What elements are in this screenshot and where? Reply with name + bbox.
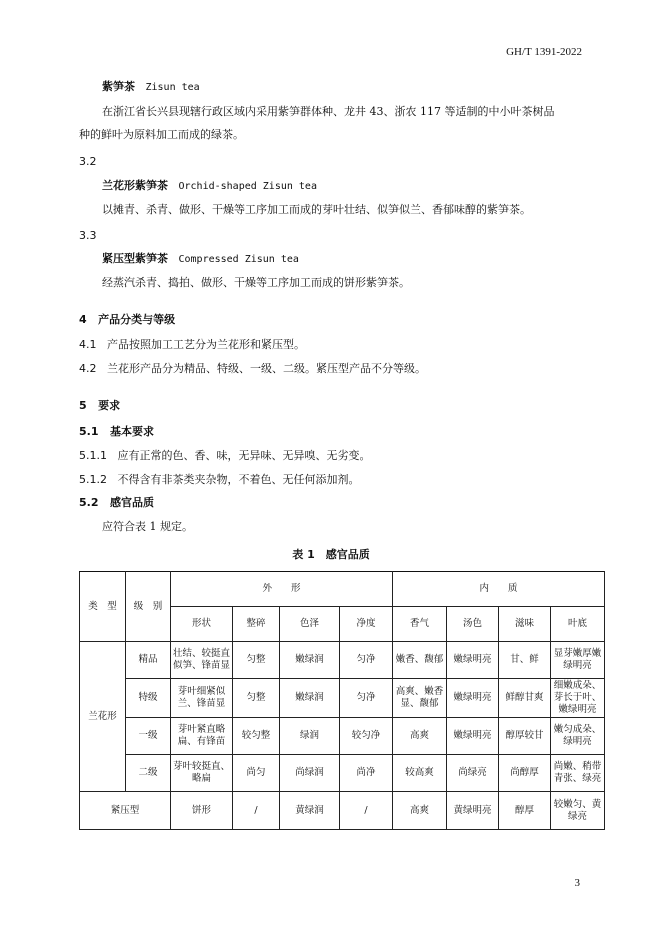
table-cell: 嫩绿润 (280, 679, 340, 718)
table-cell: 匀整 (233, 642, 280, 679)
subheader-taste: 滋味 (499, 607, 551, 642)
table-cell: 醇厚较甘 (499, 718, 551, 755)
table-cell: 尚绿亮 (447, 755, 499, 792)
definition-line: 种的鲜叶为原料加工而成的绿茶。 (79, 128, 244, 141)
table-cell: 尚醇厚 (499, 755, 551, 792)
table-cell: 芽叶细紧似兰、锋苗显 (171, 679, 233, 718)
table-cell: 嫩绿明亮 (447, 718, 499, 755)
table-cell: 饼形 (171, 792, 233, 830)
table-cell: 显芽嫩厚嫩绿明亮 (551, 642, 605, 679)
table-cell: / (233, 792, 280, 830)
section-title: 要求 (98, 399, 121, 412)
subheader-uniformity: 整碎 (233, 607, 280, 642)
section-number: 5.2 (79, 496, 99, 509)
section-heading-5-1 (79, 424, 154, 440)
table-cell: 高爽、嫩香显、馥郁 (393, 679, 447, 718)
section-number: 5.1 (79, 425, 99, 438)
section-title: 产品分类与等级 (98, 313, 176, 326)
subheader-shape: 形状 (171, 607, 233, 642)
table-cell: 匀净 (340, 679, 393, 718)
clause-number: 5.1.2 (79, 473, 107, 486)
table-cell: 较匀净 (340, 718, 393, 755)
term-orchid-shaped (102, 178, 317, 195)
table-cell: 嫩香、馥郁 (393, 642, 447, 679)
header-appearance: 外 形 (171, 572, 393, 607)
subheader-aroma: 香气 (393, 607, 447, 642)
group-compressed: 紧压型 (80, 792, 171, 830)
table-cell: 较嫩匀、黄绿亮 (551, 792, 605, 830)
term-zh: 紫笋茶 (102, 80, 135, 93)
table-row (80, 755, 605, 792)
standard-code: GH/T 1391-2022 (506, 46, 582, 58)
table-cell: 匀整 (233, 679, 280, 718)
subheader-liquor-color: 汤色 (447, 607, 499, 642)
subheader-clarity: 净度 (340, 607, 393, 642)
clause-4-2 (79, 361, 426, 377)
definition-line: 在浙江省长兴县现辖行政区域内采用紫笋群体种、龙井 43、浙农 117 等适制的中小叶茶树品 (102, 105, 555, 118)
clause-number: 4.1 (79, 338, 97, 351)
clause-text: 应有正常的色、香、味，无异味、无异嗅、无劣变。 (117, 449, 371, 462)
table-header-row (80, 572, 605, 607)
subheader-infused-leaf: 叶底 (551, 607, 605, 642)
table-cell: 较匀整 (233, 718, 280, 755)
table-caption: 表 1 感官品质 (292, 548, 370, 561)
page-number: 3 (574, 877, 580, 889)
header-grade: 级 别 (126, 572, 171, 642)
clause-number: 3.2 (79, 155, 97, 168)
grade-cell: 二级 (126, 755, 171, 792)
section-title: 基本要求 (110, 425, 154, 438)
clause-5-1-2 (79, 472, 360, 488)
definition-line: 以摊青、杀青、做形、干燥等工序加工而成的芽叶壮结、似笋似兰、香郁味醇的紫笋茶。 (102, 203, 531, 216)
table-cell: 嫩绿明亮 (447, 642, 499, 679)
section-heading-5 (79, 398, 120, 414)
clause-number: 3.3 (79, 229, 97, 242)
clause-number: 5.1.1 (79, 449, 107, 462)
table-row (80, 642, 605, 679)
table-row (80, 718, 605, 755)
table-row (80, 679, 605, 718)
term-en: Zisun tea (145, 82, 200, 93)
table-cell: 尚嫩、稍带青张、绿亮 (551, 755, 605, 792)
table-cell: 芽叶紧直略扁、有锋苗 (171, 718, 233, 755)
term-en: Orchid-shaped Zisun tea (178, 181, 317, 192)
section-heading-5-2 (79, 495, 154, 511)
table-cell: 嫩绿润 (280, 642, 340, 679)
term-zh: 兰花形紫笋茶 (102, 179, 168, 192)
header-intrinsic: 内 质 (393, 572, 605, 607)
header-type: 类 型 (80, 572, 126, 642)
table-cell: 尚净 (340, 755, 393, 792)
table-cell: 甘、鲜 (499, 642, 551, 679)
clause-5-1-1 (79, 448, 371, 464)
table-cell: 尚匀 (233, 755, 280, 792)
clause-4-1 (79, 337, 305, 353)
section-number: 5 (79, 399, 87, 412)
table-cell: 高爽 (393, 718, 447, 755)
grade-cell: 精品 (126, 642, 171, 679)
grade-cell: 一级 (126, 718, 171, 755)
table-cell: 较高爽 (393, 755, 447, 792)
table-cell: 绿润 (280, 718, 340, 755)
section-number: 4 (79, 313, 87, 326)
section-title: 感官品质 (110, 496, 154, 509)
clause-text: 产品按照加工工艺分为兰花形和紧压型。 (107, 338, 305, 351)
table-cell: 嫩绿明亮 (447, 679, 499, 718)
sensory-quality-table (79, 571, 605, 830)
table-cell: 尚绿润 (280, 755, 340, 792)
definition-line: 经蒸汽杀青、捣拍、做形、干燥等工序加工而成的饼形紫笋茶。 (102, 276, 410, 289)
term-zh: 紧压型紫笋茶 (102, 252, 168, 265)
term-en: Compressed Zisun tea (178, 254, 299, 265)
table-cell: 细嫩成朵、芽长于叶、嫩绿明亮 (551, 679, 605, 718)
clause-text: 不得含有非茶类夹杂物，不着色、无任何添加剂。 (117, 473, 360, 486)
table-reference: 应符合表 1 规定。 (102, 520, 193, 533)
table-cell: / (340, 792, 393, 830)
table-cell: 芽叶较挺直、略扁 (171, 755, 233, 792)
term-zisun-tea (102, 79, 200, 96)
table-cell: 黄绿润 (280, 792, 340, 830)
table-cell: 匀净 (340, 642, 393, 679)
table-row-compressed (80, 792, 605, 830)
subheader-color: 色泽 (280, 607, 340, 642)
section-heading-4 (79, 312, 175, 328)
table-cell: 壮结、较挺直似笋、锋苗显 (171, 642, 233, 679)
table-cell: 黄绿明亮 (447, 792, 499, 830)
clause-text: 兰花形产品分为精品、特级、一级、二级。紧压型产品不分等级。 (107, 362, 426, 375)
table-cell: 嫩匀成朵、绿明亮 (551, 718, 605, 755)
table-cell: 醇厚 (499, 792, 551, 830)
table-cell: 鲜醇甘爽 (499, 679, 551, 718)
clause-number: 4.2 (79, 362, 97, 375)
grade-cell: 特级 (126, 679, 171, 718)
table-cell: 高爽 (393, 792, 447, 830)
group-orchid-shaped: 兰花形 (80, 642, 126, 792)
term-compressed (102, 251, 299, 268)
